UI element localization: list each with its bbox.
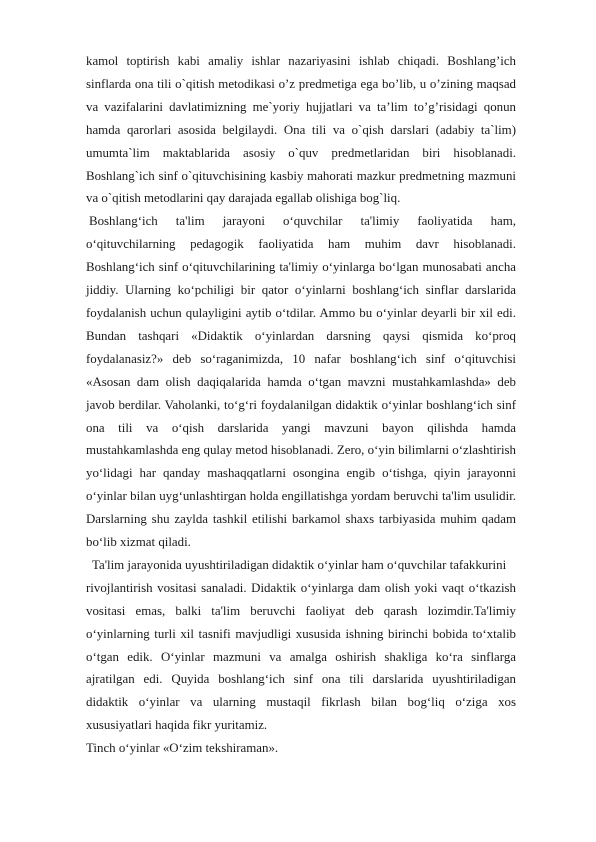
paragraph-intro: kamol toptirish kabi amaliy ishlar nazariyasini ishlab chiqadi. Boshlang’ich sinflarda ona tili o`qitish metodikasi o’z predmetiga ega bo’lib, u o’zining maqsad va vazifalarini davlatimizning me`yoriy hujjatlari va ta’lim to’g’risidagi qonun hamda qarorlari asosida belgilaydi. Ona tili va o`qish darslari (adabiy ta`lim) umumta`lim maktablarida asosiy o`quv predmetlaridan biri hisoblanadi. Boshlang`ich sinf o`qituvchisining kasbiy mahorati mazkur predmetning mazmuni va o`qitish metodlarini qay darajada egallab olishiga bog`liq. [86, 54, 516, 206]
paragraph-quiet-games: Tinch o‘yinlar «O‘zim tekshiraman». [86, 741, 279, 756]
paragraph-didactic-games: rivojlantirish vositasi sanaladi. Didaktik o‘yinlarga dam olish yoki vaqt o‘tkazish vositasi emas, balki ta'lim beruvchi faoliyat deb qarash lozimdir.Ta'limiy o‘yinlarning turli xil tasnifi mavjudligi xususida ishning birinchi bobida to‘xtalib o‘tgan edik. O‘yinlar mazmuni va amalga oshirish shakliga ko‘ra sinflarga ajratilgan edi. Quyida boshlang‘ich sinf ona tili darslarida uyushtiriladigan didaktik o‘yinlar va ularning mustaqil fikrlash bilan bog‘liq o‘ziga xos xususiyatlari haqida fikr yuritamiz. [86, 580, 516, 733]
paragraph-primary-education: Boshlang‘ich ta'lim jarayoni o‘quvchilar ta'limiy faoliyatida ham, o‘qituvchilarning pedagogik faoliyatida ham muhim davr hisoblanadi. Boshlang‘ich sinf o‘qituvchilarining ta'limiy o‘yinlarga bo‘lgan munosabati ancha jiddiy. Ularning ko‘pchiligi bir qator o‘yinlarni boshlang‘ich sinflar darslarida foydalanish uchun qulayligini aytib o‘tdilar. Ammo bu o‘yinlar deyarli bir xil edi. Bundan tashqari «Didaktik o‘yinlardan darsning qaysi qismida ko‘proq foydalanasiz?» deb so‘raganimizda, 10 nafar boshlang‘ich sinf o‘qituvchisi «Asosan dam olish daqiqalarida hamda o‘tgan mavzni mustahkamlashda» deb javob berdilar. Vaholanki, to‘g‘ri foydalanilgan didaktik o‘yinlar boshlang‘ich sinf ona tili va o‘qish darslarida yangi mavzuni bayon qilishda hamda mustahkamlashda eng qulay metod hisoblanadi. Zero, o‘yin bilimlarni o‘zlashtirish yo‘lidagi har qanday mashaqqatlarni osongina engib o‘tishga, qiyin jarayonni o‘yinlar bilan uyg‘unlashtirgan holda engillatishga yordam beruvchi ta'lim usulidir. Darslarning shu zaylda tashkil etilishi barkamol shaxs tarbiyasida muhim qadam bo‘lib xizmat qiladi. [86, 214, 516, 550]
paragraph-didactic-games-heading-line: Ta'lim jarayonida uyushtiriladigan didaktik o‘yinlar ham o‘quvchilar tafakkurini [92, 557, 507, 572]
document-page [86, 50, 516, 760]
